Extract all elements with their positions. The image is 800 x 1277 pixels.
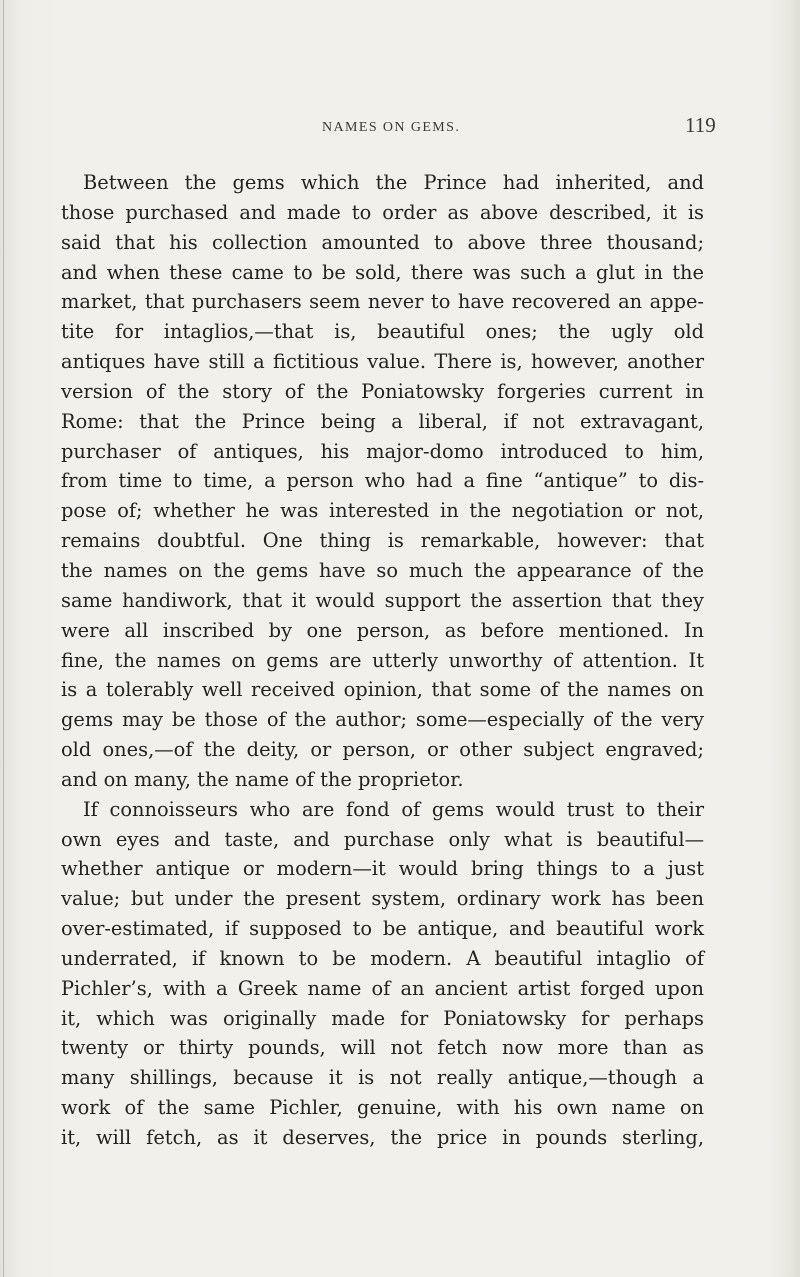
text-line: old ones,—of the deity, or person, or other subject engraved;: [61, 738, 704, 762]
text-line: whether antique or modern—it would bring things to a just: [61, 857, 704, 881]
text-line: Pichler’s, with a Greek name of an ancient artist forged upon: [61, 976, 704, 1000]
text-line: If connoisseurs who are fond of gems would trust to their: [83, 797, 704, 821]
page-number: 119: [685, 113, 716, 137]
text-line: and on many, the name of the proprietor.: [61, 767, 464, 791]
text-line: version of the story of the Poniatowsky forgeries current in: [61, 379, 704, 403]
text-line: gems may be those of the author; some—especially of the very: [61, 708, 704, 732]
text-line: remains doubtful. One thing is remarkable, however: that: [61, 529, 704, 553]
text-line: from time to time, a person who had a fine “antique” to dis-: [61, 469, 704, 493]
page-header: [0, 113, 800, 143]
text-line: over-estimated, if supposed to be antique, and beautiful work: [61, 917, 704, 941]
text-line: underrated, if known to be modern. A beautiful intaglio of: [61, 946, 704, 970]
text-line: said that his collection amounted to above three thousand;: [61, 230, 704, 254]
text-line: pose of; whether he was interested in the negotiation or not,: [61, 499, 704, 523]
text-line: is a tolerably well received opinion, that some of the names on: [61, 678, 704, 702]
body-text: [61, 168, 704, 1153]
running-head: NAMES ON GEMS.: [322, 120, 461, 135]
text-line: twenty or thirty pounds, will not fetch now more than as: [61, 1036, 704, 1060]
text-line: Between the gems which the Prince had inherited, and: [83, 171, 704, 194]
text-line: work of the same Pichler, genuine, with his own name on: [61, 1096, 704, 1120]
text-line: Rome: that the Prince being a liberal, if not extravagant,: [61, 409, 704, 433]
text-line: value; but under the present system, ordinary work has been: [61, 887, 704, 911]
text-line: many shillings, because it is not really antique,—though a: [61, 1066, 704, 1090]
text-line: it, will fetch, as it deserves, the price in pounds sterling,: [61, 1126, 704, 1149]
text-line: it, which was originally made for Poniatowsky for perhaps: [61, 1006, 704, 1030]
text-line: antiques have still a fictitious value. There is, however, another: [61, 350, 704, 374]
text-line: the names on the gems have so much the appearance of the: [61, 558, 704, 582]
text-line: own eyes and taste, and purchase only what is beautiful—: [61, 827, 704, 851]
text-line: fine, the names on gems are utterly unworthy of attention. It: [61, 648, 704, 672]
text-line: and when these came to be sold, there was such a glut in the: [61, 260, 704, 284]
text-line: those purchased and made to order as above described, it is: [61, 200, 704, 224]
text-line: market, that purchasers seem never to have recovered an appe-: [61, 290, 704, 314]
text-line: purchaser of antiques, his major-domo introduced to him,: [61, 439, 704, 463]
page-gutter-line: [3, 0, 4, 1277]
text-line: tite for intaglios,—that is, beautiful ones; the ugly old: [61, 320, 704, 344]
text-line: were all inscribed by one person, as before mentioned. In: [61, 618, 704, 642]
text-line: same handiwork, that it would support the assertion that they: [61, 588, 704, 612]
